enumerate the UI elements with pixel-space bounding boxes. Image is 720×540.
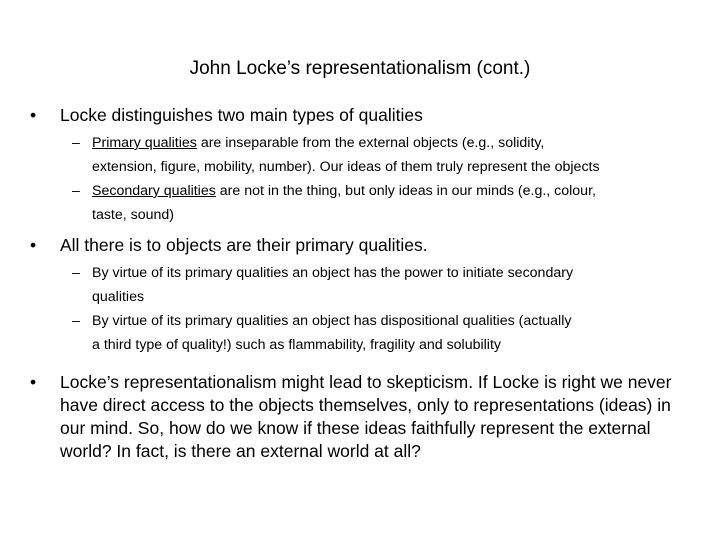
primary-qualities-term: Primary qualities xyxy=(92,135,197,151)
bullet-marker: • xyxy=(30,105,37,125)
subbullet-1-1-line2: extension, figure, mobility, number). Our ideas of them truly represent the objects xyxy=(92,159,600,175)
subbullet-2-2-line2: a third type of quality!) such as flammability, fragility and solubility xyxy=(92,337,501,353)
bullet-marker: • xyxy=(30,372,37,392)
subbullet-2-1-text xyxy=(92,261,702,309)
slide-title: John Locke’s representationalism (cont.) xyxy=(189,58,531,79)
bullet-3-line3: our mind. So, how do we know if these ideas faithfully represent the external xyxy=(60,418,651,438)
dash-marker: – xyxy=(72,135,80,151)
dash-marker: – xyxy=(72,265,80,281)
bullet-2-text: All there is to objects are their primary qualities. xyxy=(60,235,428,255)
subbullet-1-1-text xyxy=(92,131,702,179)
subbullet-1-2-line2: taste, sound) xyxy=(92,207,175,223)
secondary-qualities-term: Secondary qualities xyxy=(92,183,216,199)
dash-marker: – xyxy=(72,313,80,329)
subbullet-2-2-line1: By virtue of its primary qualities an object has dispositional qualities (actually xyxy=(92,313,572,329)
bullet-3-line4: world? In fact, is there an external world at all? xyxy=(60,441,421,461)
subbullet-1-2-text xyxy=(92,179,702,227)
dash-marker: – xyxy=(72,183,80,199)
bullet-3-text xyxy=(60,371,671,463)
bullet-marker: • xyxy=(30,235,37,255)
subbullet-2-1-line1: By virtue of its primary qualities an object has the power to initiate secondary xyxy=(92,265,574,281)
bullet-1-text: Locke distinguishes two main types of qualities xyxy=(60,105,423,125)
bullet-3-line2: have direct access to the objects themselves, only to representations (ideas) in xyxy=(60,395,671,415)
subbullet-2-1-line2: qualities xyxy=(92,289,145,305)
subbullet-1-1-line1: are inseparable from the external objects (e.g., solidity, xyxy=(196,135,545,151)
subbullet-1-2-line1: are not in the thing, but only ideas in our minds (e.g., colour, xyxy=(215,183,596,199)
bullet-3-line1: Locke’s representationalism might lead to skepticism. If Locke is right we never xyxy=(60,372,672,392)
subbullet-2-2-text xyxy=(92,309,702,357)
